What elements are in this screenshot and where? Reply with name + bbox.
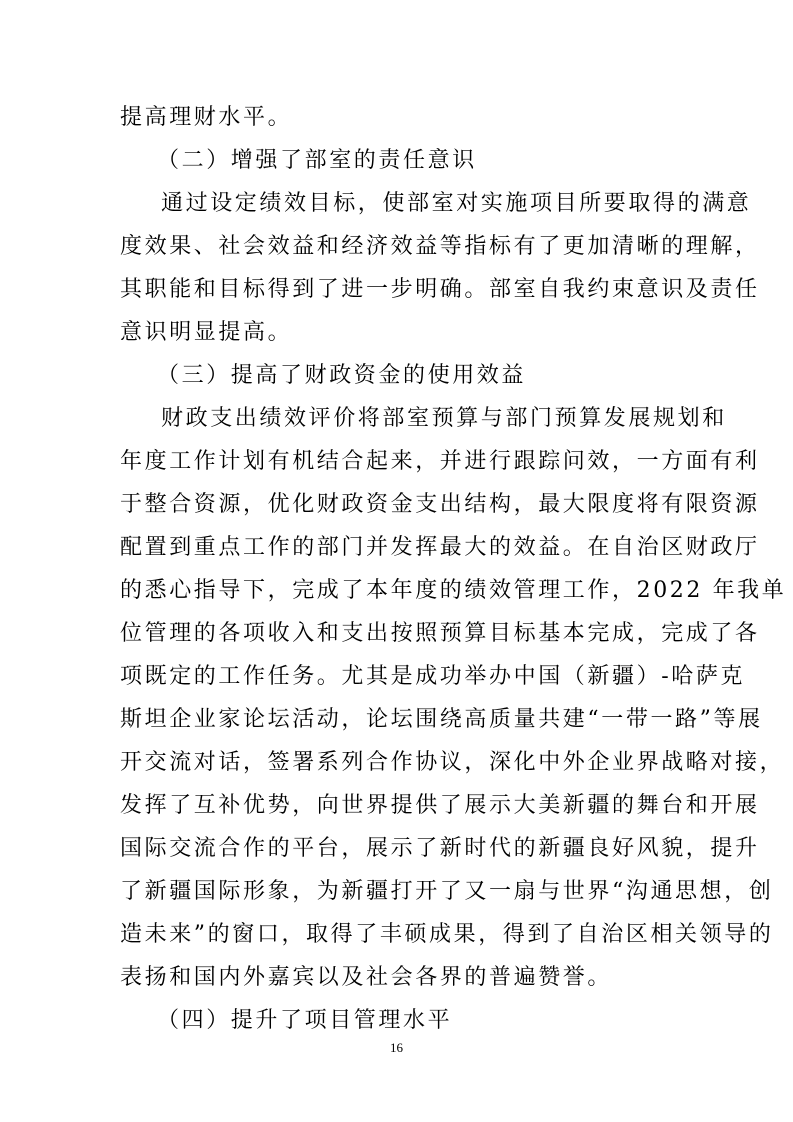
paragraph-line: 项既定的工作任务。尤其是成功举办中国（新疆）-哈萨克 xyxy=(120,664,746,689)
paragraph-line: 度效果、社会效益和经济效益等指标有了更加清晰的理解， xyxy=(120,234,760,259)
paragraph-line: 年度工作计划有机结合起来，并进行跟踪问效，一方面有利 xyxy=(120,449,760,474)
paragraph-line: 造未来”的窗口，取得了丰硕成果，得到了自治区相关领导的 xyxy=(120,922,774,947)
paragraph-line: 提高理财水平。 xyxy=(120,105,293,130)
paragraph-line: 其职能和目标得到了进一步明确。部室自我约束意识及责任 xyxy=(120,277,760,302)
paragraph-line: 国际交流合作的平台，展示了新时代的新疆良好风貌，提升 xyxy=(120,836,760,861)
paragraph-line: 通过设定绩效目标，使部室对实施项目所要取得的满意 xyxy=(161,191,752,216)
paragraph-line: 于整合资源，优化财政资金支出结构，最大限度将有限资源 xyxy=(120,492,760,517)
paragraph-line: 表扬和国内外嘉宾以及社会各界的普遍赞誉。 xyxy=(120,965,613,990)
paragraph-line: 了新疆国际形象，为新疆打开了又一扇与世界“沟通思想，创 xyxy=(120,879,774,904)
paragraph-line: 配置到重点工作的部门并发挥最大的效益。在自治区财政厅 xyxy=(120,535,760,560)
section-heading: （三）提高了财政资金的使用效益 xyxy=(157,363,527,388)
paragraph-line: 位管理的各项收入和支出按照预算目标基本完成，完成了各 xyxy=(120,621,760,646)
paragraph-line: 斯坦企业家论坛活动，论坛围绕高质量共建“一带一路”等展 xyxy=(120,707,763,732)
section-heading: （二）增强了部室的责任意识 xyxy=(157,148,477,173)
paragraph-line: 发挥了互补优势，向世界提供了展示大美新疆的舞台和开展 xyxy=(120,793,760,818)
paragraph-line: 的悉心指导下，完成了本年度的绩效管理工作，2022 年我单 xyxy=(120,578,787,603)
page-number: 16 xyxy=(390,1040,403,1055)
paragraph-line: 财政支出绩效评价将部室预算与部门预算发展规划和 xyxy=(161,406,727,431)
paragraph-line: 意识明显提高。 xyxy=(120,320,293,345)
section-heading: （四）提升了项目管理水平 xyxy=(157,1008,453,1033)
paragraph-line: 开交流对话，签署系列合作协议，深化中外企业界战略对接， xyxy=(120,750,785,775)
